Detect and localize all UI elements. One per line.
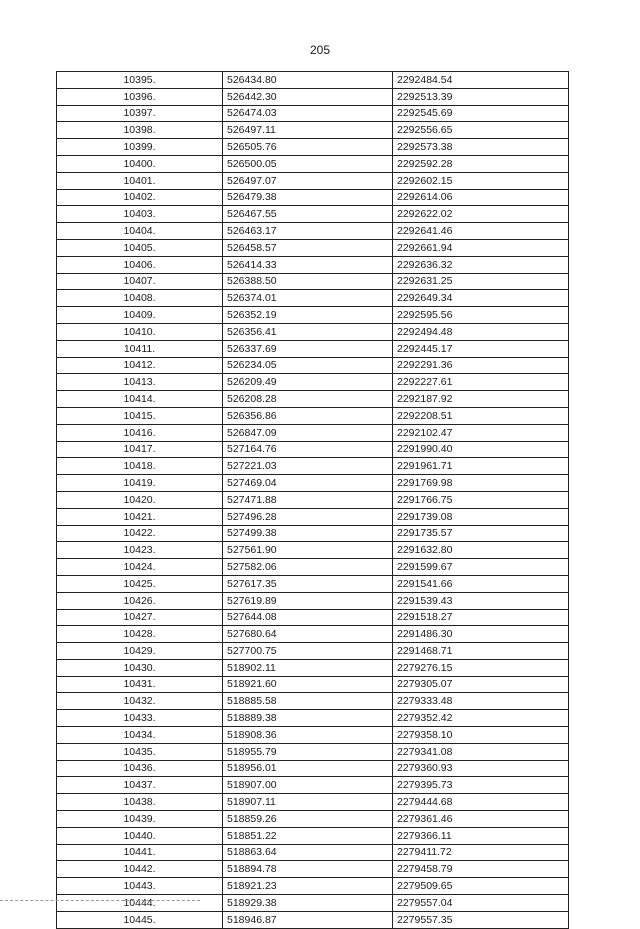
x-coordinate-cell: 527582.06 — [223, 559, 393, 576]
point-number-cell: 10436. — [57, 760, 223, 777]
table-row — [57, 491, 569, 508]
point-number-cell: 10403. — [57, 206, 223, 223]
x-coordinate-cell: 526352.19 — [223, 307, 393, 324]
y-coordinate-cell: 2292445.17 — [393, 340, 569, 357]
point-number-cell: 10396. — [57, 88, 223, 105]
y-coordinate-cell: 2279361.46 — [393, 811, 569, 828]
y-coordinate-cell: 2279557.35 — [393, 911, 569, 928]
y-coordinate-cell: 2279509.65 — [393, 878, 569, 895]
x-coordinate-cell: 518851.22 — [223, 827, 393, 844]
x-coordinate-cell: 518908.36 — [223, 727, 393, 744]
point-number-cell: 10414. — [57, 391, 223, 408]
coordinates-table — [56, 71, 569, 929]
y-coordinate-cell: 2291632.80 — [393, 542, 569, 559]
point-number-cell: 10443. — [57, 878, 223, 895]
point-number-cell: 10441. — [57, 844, 223, 861]
point-number-cell: 10425. — [57, 575, 223, 592]
point-number-cell: 10442. — [57, 861, 223, 878]
table-row — [57, 911, 569, 928]
table-row — [57, 777, 569, 794]
y-coordinate-cell: 2291739.08 — [393, 508, 569, 525]
point-number-cell: 10429. — [57, 643, 223, 660]
y-coordinate-cell: 2291518.27 — [393, 609, 569, 626]
point-number-cell: 10399. — [57, 139, 223, 156]
table-row — [57, 256, 569, 273]
y-coordinate-cell: 2279395.73 — [393, 777, 569, 794]
point-number-cell: 10440. — [57, 827, 223, 844]
x-coordinate-cell: 527499.38 — [223, 525, 393, 542]
x-coordinate-cell: 518863.64 — [223, 844, 393, 861]
point-number-cell: 10427. — [57, 609, 223, 626]
y-coordinate-cell: 2292227.61 — [393, 374, 569, 391]
x-coordinate-cell: 518946.87 — [223, 911, 393, 928]
table-row — [57, 878, 569, 895]
y-coordinate-cell: 2292494.48 — [393, 323, 569, 340]
point-number-cell: 10420. — [57, 491, 223, 508]
y-coordinate-cell: 2279305.07 — [393, 676, 569, 693]
table-row — [57, 155, 569, 172]
point-number-cell: 10424. — [57, 559, 223, 576]
y-coordinate-cell: 2291599.67 — [393, 559, 569, 576]
x-coordinate-cell: 518885.58 — [223, 693, 393, 710]
x-coordinate-cell: 518894.78 — [223, 861, 393, 878]
y-coordinate-cell: 2292636.32 — [393, 256, 569, 273]
x-coordinate-cell: 527164.76 — [223, 441, 393, 458]
y-coordinate-cell: 2292661.94 — [393, 239, 569, 256]
y-coordinate-cell: 2279458.79 — [393, 861, 569, 878]
page-number: 205 — [309, 43, 331, 57]
table-row — [57, 223, 569, 240]
point-number-cell: 10415. — [57, 407, 223, 424]
x-coordinate-cell: 526337.69 — [223, 340, 393, 357]
x-coordinate-cell: 527644.08 — [223, 609, 393, 626]
y-coordinate-cell: 2279358.10 — [393, 727, 569, 744]
point-number-cell: 10421. — [57, 508, 223, 525]
y-coordinate-cell: 2291735.57 — [393, 525, 569, 542]
table-row — [57, 72, 569, 89]
table-row — [57, 508, 569, 525]
x-coordinate-cell: 526434.80 — [223, 72, 393, 89]
y-coordinate-cell: 2291539.43 — [393, 592, 569, 609]
x-coordinate-cell: 518859.26 — [223, 811, 393, 828]
table-row — [57, 374, 569, 391]
point-number-cell: 10437. — [57, 777, 223, 794]
point-number-cell: 10433. — [57, 710, 223, 727]
table-row — [57, 659, 569, 676]
y-coordinate-cell: 2292592.28 — [393, 155, 569, 172]
table-row — [57, 172, 569, 189]
coordinates-table-body — [57, 72, 569, 929]
y-coordinate-cell: 2279444.68 — [393, 794, 569, 811]
table-row — [57, 592, 569, 609]
point-number-cell: 10406. — [57, 256, 223, 273]
point-number-cell: 10408. — [57, 290, 223, 307]
point-number-cell: 10434. — [57, 727, 223, 744]
x-coordinate-cell: 526505.76 — [223, 139, 393, 156]
y-coordinate-cell: 2291766.75 — [393, 491, 569, 508]
point-number-cell: 10422. — [57, 525, 223, 542]
point-number-cell: 10409. — [57, 307, 223, 324]
x-coordinate-cell: 526458.57 — [223, 239, 393, 256]
x-coordinate-cell: 518921.60 — [223, 676, 393, 693]
table-row — [57, 88, 569, 105]
x-coordinate-cell: 527469.04 — [223, 475, 393, 492]
point-number-cell: 10397. — [57, 105, 223, 122]
y-coordinate-cell: 2292602.15 — [393, 172, 569, 189]
x-coordinate-cell: 527561.90 — [223, 542, 393, 559]
point-number-cell: 10435. — [57, 743, 223, 760]
x-coordinate-cell: 518929.38 — [223, 895, 393, 912]
table-row — [57, 206, 569, 223]
table-row — [57, 861, 569, 878]
point-number-cell: 10423. — [57, 542, 223, 559]
point-number-cell: 10405. — [57, 239, 223, 256]
x-coordinate-cell: 526209.49 — [223, 374, 393, 391]
y-coordinate-cell: 2292641.46 — [393, 223, 569, 240]
x-coordinate-cell: 526463.17 — [223, 223, 393, 240]
table-row — [57, 643, 569, 660]
point-number-cell: 10416. — [57, 424, 223, 441]
table-row — [57, 743, 569, 760]
x-coordinate-cell: 526356.86 — [223, 407, 393, 424]
y-coordinate-cell: 2292484.54 — [393, 72, 569, 89]
y-coordinate-cell: 2279352.42 — [393, 710, 569, 727]
y-coordinate-cell: 2279366.11 — [393, 827, 569, 844]
table-row — [57, 844, 569, 861]
x-coordinate-cell: 518921.23 — [223, 878, 393, 895]
y-coordinate-cell: 2292102.47 — [393, 424, 569, 441]
x-coordinate-cell: 518956.01 — [223, 760, 393, 777]
point-number-cell: 10410. — [57, 323, 223, 340]
y-coordinate-cell: 2279557.04 — [393, 895, 569, 912]
x-coordinate-cell: 526467.55 — [223, 206, 393, 223]
point-number-cell: 10418. — [57, 458, 223, 475]
point-number-cell: 10402. — [57, 189, 223, 206]
y-coordinate-cell: 2279333.48 — [393, 693, 569, 710]
point-number-cell: 10445. — [57, 911, 223, 928]
y-coordinate-cell: 2292545.69 — [393, 105, 569, 122]
point-number-cell: 10404. — [57, 223, 223, 240]
table-row — [57, 710, 569, 727]
y-coordinate-cell: 2291769.98 — [393, 475, 569, 492]
y-coordinate-cell: 2292595.56 — [393, 307, 569, 324]
x-coordinate-cell: 526356.41 — [223, 323, 393, 340]
point-number-cell: 10426. — [57, 592, 223, 609]
y-coordinate-cell: 2279411.72 — [393, 844, 569, 861]
table-row — [57, 609, 569, 626]
table-row — [57, 895, 569, 912]
point-number-cell: 10428. — [57, 626, 223, 643]
point-number-cell: 10412. — [57, 357, 223, 374]
x-coordinate-cell: 526374.01 — [223, 290, 393, 307]
point-number-cell: 10444. — [57, 895, 223, 912]
x-coordinate-cell: 526474.03 — [223, 105, 393, 122]
table-row — [57, 693, 569, 710]
table-row — [57, 139, 569, 156]
x-coordinate-cell: 527619.89 — [223, 592, 393, 609]
point-number-cell: 10419. — [57, 475, 223, 492]
x-coordinate-cell: 527680.64 — [223, 626, 393, 643]
table-row — [57, 760, 569, 777]
y-coordinate-cell: 2292187.92 — [393, 391, 569, 408]
point-number-cell: 10411. — [57, 340, 223, 357]
table-row — [57, 290, 569, 307]
table-row — [57, 525, 569, 542]
point-number-cell: 10400. — [57, 155, 223, 172]
bottom-divider — [0, 900, 200, 901]
table-row — [57, 122, 569, 139]
x-coordinate-cell: 526497.07 — [223, 172, 393, 189]
y-coordinate-cell: 2292614.06 — [393, 189, 569, 206]
y-coordinate-cell: 2292649.34 — [393, 290, 569, 307]
table-row — [57, 441, 569, 458]
point-number-cell: 10430. — [57, 659, 223, 676]
y-coordinate-cell: 2291486.30 — [393, 626, 569, 643]
point-number-cell: 10395. — [57, 72, 223, 89]
y-coordinate-cell: 2279341.08 — [393, 743, 569, 760]
y-coordinate-cell: 2291541.66 — [393, 575, 569, 592]
table-row — [57, 475, 569, 492]
y-coordinate-cell: 2292208.51 — [393, 407, 569, 424]
x-coordinate-cell: 527700.75 — [223, 643, 393, 660]
point-number-cell: 10438. — [57, 794, 223, 811]
point-number-cell: 10413. — [57, 374, 223, 391]
x-coordinate-cell: 527471.88 — [223, 491, 393, 508]
table-row — [57, 391, 569, 408]
table-row — [57, 239, 569, 256]
table-row — [57, 323, 569, 340]
x-coordinate-cell: 518902.11 — [223, 659, 393, 676]
point-number-cell: 10407. — [57, 273, 223, 290]
table-row — [57, 357, 569, 374]
table-row — [57, 727, 569, 744]
x-coordinate-cell: 518955.79 — [223, 743, 393, 760]
x-coordinate-cell: 518889.38 — [223, 710, 393, 727]
y-coordinate-cell: 2292513.39 — [393, 88, 569, 105]
x-coordinate-cell: 526500.05 — [223, 155, 393, 172]
x-coordinate-cell: 518907.11 — [223, 794, 393, 811]
table-row — [57, 307, 569, 324]
table-row — [57, 458, 569, 475]
y-coordinate-cell: 2292556.65 — [393, 122, 569, 139]
table-row — [57, 794, 569, 811]
y-coordinate-cell: 2292631.25 — [393, 273, 569, 290]
x-coordinate-cell: 518907.00 — [223, 777, 393, 794]
x-coordinate-cell: 526479.38 — [223, 189, 393, 206]
table-row — [57, 811, 569, 828]
x-coordinate-cell: 526847.09 — [223, 424, 393, 441]
x-coordinate-cell: 527617.35 — [223, 575, 393, 592]
x-coordinate-cell: 526442.30 — [223, 88, 393, 105]
table-row — [57, 575, 569, 592]
table-row — [57, 189, 569, 206]
y-coordinate-cell: 2291990.40 — [393, 441, 569, 458]
table-row — [57, 626, 569, 643]
y-coordinate-cell: 2292622.02 — [393, 206, 569, 223]
point-number-cell: 10431. — [57, 676, 223, 693]
table-row — [57, 273, 569, 290]
table-row — [57, 407, 569, 424]
table-row — [57, 340, 569, 357]
table-row — [57, 105, 569, 122]
table-row — [57, 542, 569, 559]
y-coordinate-cell: 2279276.15 — [393, 659, 569, 676]
point-number-cell: 10439. — [57, 811, 223, 828]
point-number-cell: 10401. — [57, 172, 223, 189]
y-coordinate-cell: 2291468.71 — [393, 643, 569, 660]
table-row — [57, 676, 569, 693]
x-coordinate-cell: 526234.05 — [223, 357, 393, 374]
table-row — [57, 559, 569, 576]
point-number-cell: 10417. — [57, 441, 223, 458]
y-coordinate-cell: 2292573.38 — [393, 139, 569, 156]
point-number-cell: 10398. — [57, 122, 223, 139]
point-number-cell: 10432. — [57, 693, 223, 710]
y-coordinate-cell: 2292291.36 — [393, 357, 569, 374]
x-coordinate-cell: 526414.33 — [223, 256, 393, 273]
x-coordinate-cell: 526497.11 — [223, 122, 393, 139]
table-row — [57, 424, 569, 441]
table-row — [57, 827, 569, 844]
x-coordinate-cell: 527221.03 — [223, 458, 393, 475]
x-coordinate-cell: 527496.28 — [223, 508, 393, 525]
x-coordinate-cell: 526388.50 — [223, 273, 393, 290]
y-coordinate-cell: 2291961.71 — [393, 458, 569, 475]
x-coordinate-cell: 526208.28 — [223, 391, 393, 408]
y-coordinate-cell: 2279360.93 — [393, 760, 569, 777]
